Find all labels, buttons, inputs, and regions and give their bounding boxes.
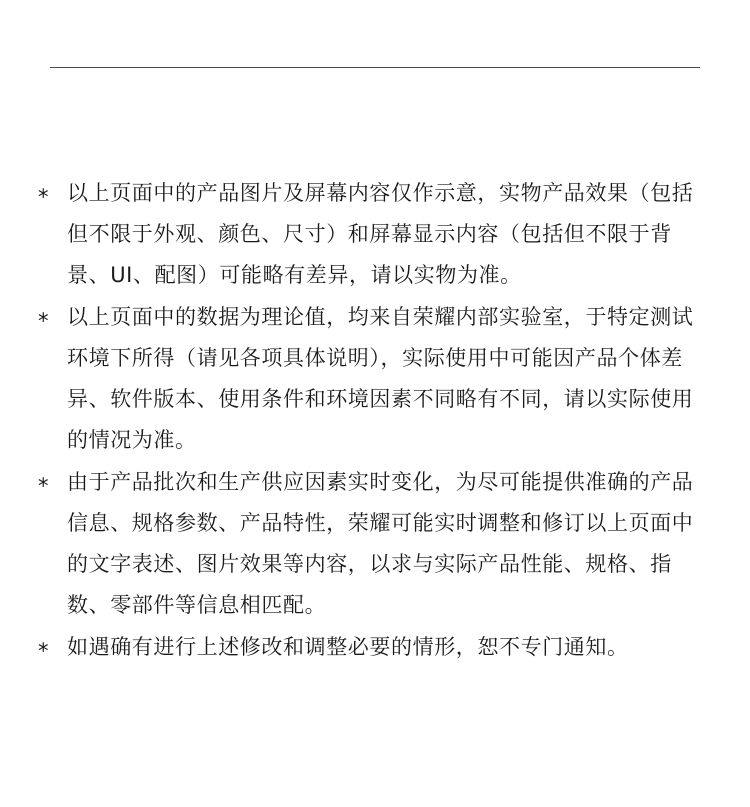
disclaimer-item-1: [38, 173, 698, 296]
disclaimer-item-4: [38, 627, 698, 668]
disclaimer-text: 以上页面中的数据为理论值，均来自荣耀内部实验室，于特定测试环境下所得（请见各项具体说明），实际使用中可能因产品个体差异、软件版本、使用条件和环境因素不同略有不同，请以实际使用的情况为准。: [67, 305, 694, 452]
disclaimer-text: 以上页面中的产品图片及屏幕内容仅作示意，实物产品效果（包括但不限于外观、颜色、尺寸）和屏幕显示内容（包括但不限于背景、UI、配图）可能略有差异，请以实物为准。: [67, 181, 694, 287]
disclaimer-item-2: [38, 297, 698, 461]
disclaimer-list: [38, 173, 698, 669]
top-divider: [50, 67, 700, 68]
bullet-asterisk: *: [38, 309, 50, 333]
bullet-asterisk: *: [38, 185, 50, 209]
disclaimer-item-3: [38, 462, 698, 626]
disclaimer-text: 如遇确有进行上述修改和调整必要的情形，恕不专门通知。: [67, 635, 629, 659]
disclaimer-text: 由于产品批次和生产供应因素实时变化，为尽可能提供准确的产品信息、规格参数、产品特性，荣耀可能实时调整和修订以上页面中的文字表述、图片效果等内容，以求与实际产品性能、规格、指数、零部件等信息相匹配。: [67, 470, 694, 617]
bullet-asterisk: *: [38, 639, 50, 663]
bullet-asterisk: *: [38, 474, 50, 498]
